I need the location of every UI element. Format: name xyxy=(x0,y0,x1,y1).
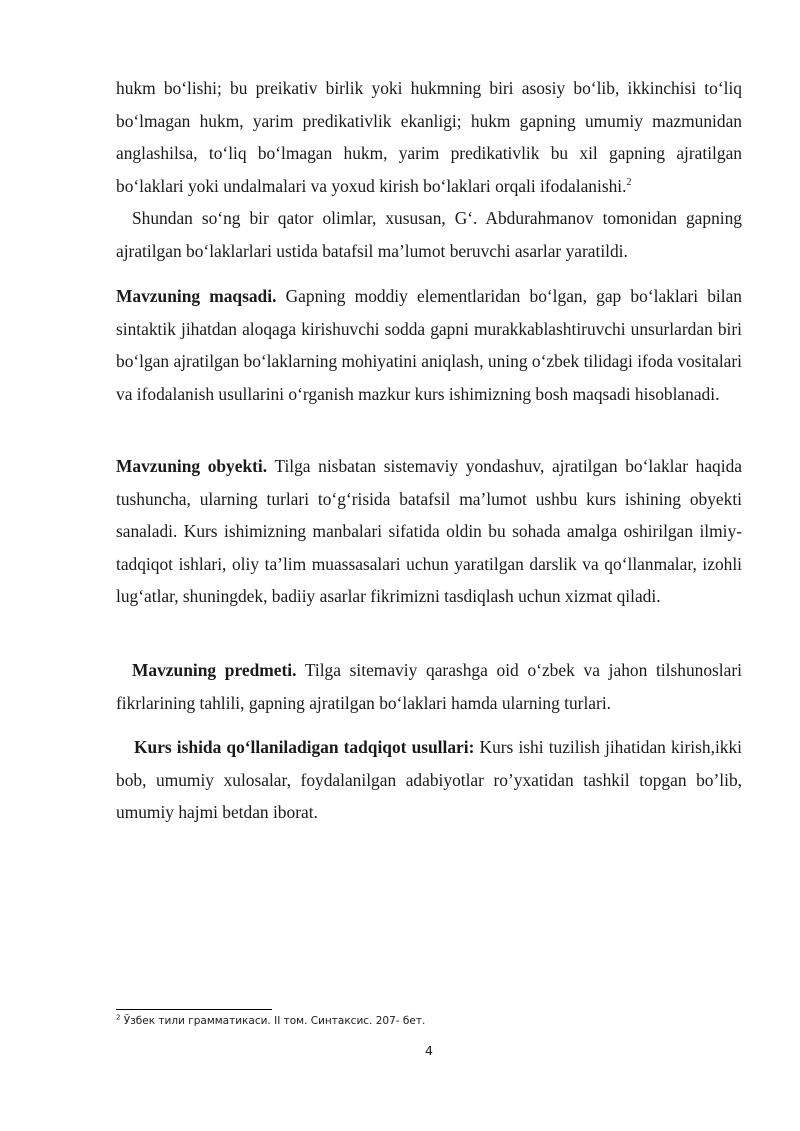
footnote-number: 2 xyxy=(116,1013,121,1022)
footnote xyxy=(116,1014,425,1028)
footnote-text: Ўзбек тили грамматикаси. II том. Синтаксис. 207- бет. xyxy=(120,1015,426,1027)
maqsad-text: Gapning moddiy elementlaridan boʻlgan, gap boʻlaklari bilan sintaktik jihatdan aloqaga kirishuvchi sodda gapni murakkablashtiruvchi unsurlardan biri boʻlgan ajratilgan boʻlaklarning mohiyatini aniqlash, uning oʻzbek tilidagi ifoda vositalari va ifodalanish usullarini oʻrganish mazkur kurs ishimizning bosh maqsadi hisoblanadi. xyxy=(116,286,742,404)
usullar-heading: Kurs ishida qoʻllaniladigan tadqiqot usullari: xyxy=(134,737,475,757)
paragraph-hukm-text: hukm boʻlishi; bu preikativ birlik yoki hukmning biri asosiy boʻlib, ikkinchisi toʻliq boʻlmagan hukm, yarim predikativlik ekanligi; hukm gapning umumiy mazmunidan anglashilsa, toʻliq boʻlmagan hukm, yarim predikativlik bu xil gapning ajratilgan boʻlaklari yoki undalmalari va yoxud kirish boʻlaklari orqali ifodalanishi. xyxy=(116,78,742,196)
predmet-text: Tilga sitemaviy qarashga oid oʻzbek va jahon tilshunoslari fikrlarining tahlili, gapning ajratilgan boʻlaklari hamda ularning turlari. xyxy=(116,660,742,713)
section-maqsad xyxy=(116,280,742,410)
paragraph-hukm xyxy=(116,72,742,202)
section-usullar xyxy=(116,731,742,829)
intro-paragraphs xyxy=(116,72,742,268)
obyekt-heading: Mavzuning obyekti. xyxy=(116,456,268,476)
usullar-text: Kurs ishi tuzilish jihatidan kirish,ikki bob, umumiy xulosalar, foydalanilgan adabiyotlar roʼyxatidan tashkil topgan boʼlib, umumiy hajmi betdan iborat. xyxy=(116,737,743,823)
predmet-heading: Mavzuning predmeti. xyxy=(132,660,297,680)
footnote-reference[interactable]: 2 xyxy=(626,176,632,188)
obyekt-text: Tilga nisbatan sistemaviy yondashuv, ajratilgan boʻlaklar haqida tushuncha, ularning turlari toʻgʻrisida batafsil maʼlumot ushbu kurs ishining obyekti sanaladi. Kurs ishimizning manbalari sifatida oldin bu sohada amalga oshirilgan ilmiy-tadqiqot ishlari, oliy taʼlim muassasalari uchun yaratilgan darslik va qoʻllanmalar, izohli lugʻatlar, shuningdek, badiiy asarlar fikrimizni tasdiqlash uchun xizmat qiladi. xyxy=(116,456,742,607)
paragraph-abdurahmanov: Shundan soʻng bir qator olimlar, xususan, Gʻ. Abdurahmanov tomonidan gapning ajratilgan boʻlaklarlari ustida batafsil maʼlumot beruvchi asarlar yaratildi. xyxy=(116,208,742,261)
footnote-separator xyxy=(116,1009,272,1010)
section-predmet xyxy=(116,654,742,719)
page-number: 4 xyxy=(425,1043,433,1058)
section-obyekt xyxy=(116,450,742,613)
maqsad-heading: Mavzuning maqsadi. xyxy=(116,286,277,306)
